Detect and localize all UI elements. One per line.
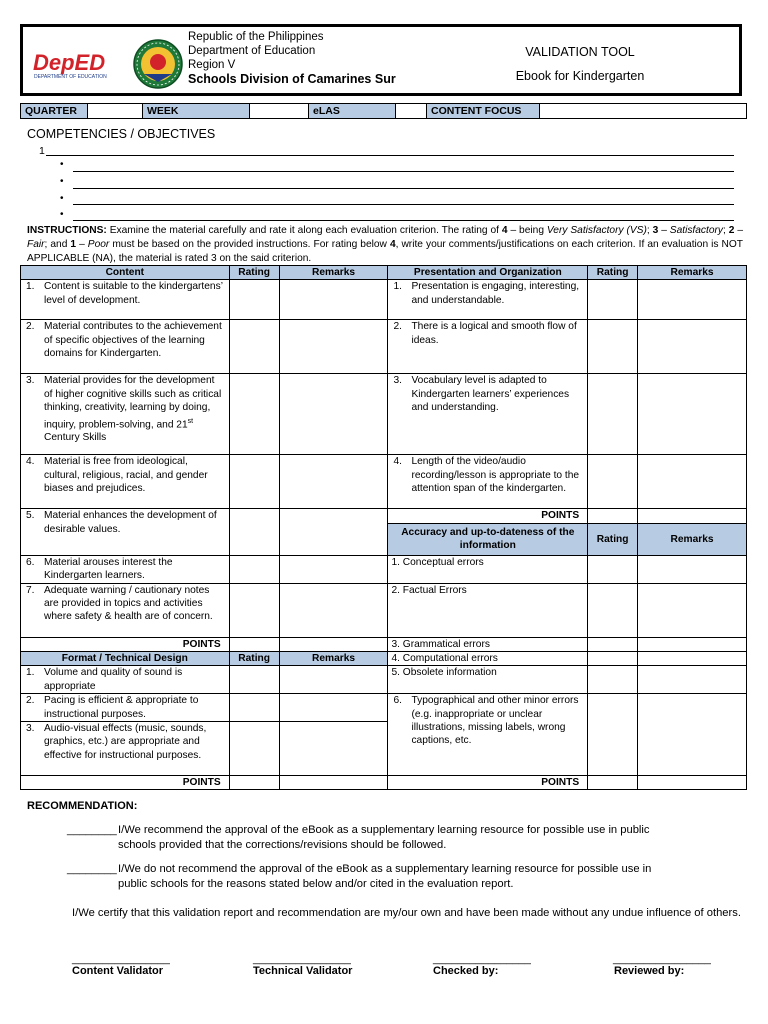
signature-line[interactable]: ________________ (72, 953, 170, 965)
item-number: 7. (26, 584, 35, 596)
competency-line[interactable] (46, 155, 734, 156)
remarks-cell[interactable] (638, 637, 747, 651)
remarks-cell[interactable] (279, 374, 388, 455)
accuracy-item: 5. Obsolete information (388, 666, 588, 694)
remarks-header: Remarks (638, 523, 747, 555)
rating-cell[interactable] (229, 666, 279, 694)
item-number: 3. (393, 375, 402, 387)
item-text: Material arouses interest the Kindergarten learners. (44, 556, 173, 582)
content-item (21, 455, 230, 509)
points-cell[interactable] (588, 509, 638, 523)
evaluation-table (20, 265, 747, 790)
content-points-label: POINTS (21, 637, 230, 651)
rating-cell[interactable] (229, 583, 279, 637)
reviewed-by-label: Reviewed by: (614, 965, 685, 977)
item-text: Pacing is efficient & appropriate to instructional purposes. (44, 695, 199, 720)
bullet: • (60, 193, 64, 204)
item-text: Presentation is engaging, interesting, and understandable. (411, 281, 580, 306)
format-item (21, 694, 230, 722)
rating-term: Very Satisfactory (VS) (546, 225, 647, 236)
item-number: 2. (393, 321, 402, 333)
rating-cell[interactable] (588, 583, 638, 637)
header-republic: Republic of the Philippines (188, 31, 324, 43)
accuracy-item: 3. Grammatical errors (388, 637, 588, 651)
competency-line[interactable] (73, 204, 734, 205)
remarks-cell[interactable] (638, 555, 747, 583)
format-points-label: POINTS (21, 776, 230, 790)
item-text: Vocabulary level is adapted to Kindergarten learners’ experiences and understanding. (411, 375, 570, 414)
rating-header: Rating (229, 652, 279, 666)
content-item (21, 583, 230, 637)
remarks-cell[interactable] (638, 694, 747, 776)
header-region: Region V (188, 59, 236, 71)
remarks-header: Remarks (279, 266, 388, 280)
signature-line[interactable]: ________________ (433, 953, 531, 965)
quarter-field[interactable] (88, 104, 143, 119)
content-header: Content (21, 266, 230, 280)
remarks-cell[interactable] (279, 583, 388, 637)
remarks-cell[interactable] (279, 694, 388, 722)
points-remarks-cell[interactable] (638, 509, 747, 523)
rating-header: Rating (588, 266, 638, 280)
item-number: 4. (26, 456, 35, 468)
item-text: Material is free from ideological, cultural, religious, racial, and gender biases and prejudices. (44, 456, 208, 495)
content-item (21, 280, 230, 320)
rating-term: Poor (87, 239, 110, 250)
rating-value: 1 (70, 239, 77, 250)
logo-subtext: DEPARTMENT OF EDUCATION (34, 74, 107, 80)
remarks-cell[interactable] (279, 455, 388, 509)
item-text: Material contributes to the achievement of specific objectives of the learning domains for Kindergarten. (44, 321, 222, 360)
accuracy-header: Accuracy and up-to-dateness of the information (388, 523, 588, 555)
item-text: Volume and quality of sound is appropriate (44, 667, 183, 692)
presentation-points-label: POINTS (388, 509, 588, 523)
remarks-cell[interactable] (638, 652, 747, 666)
content-validator-label: Content Validator (72, 965, 164, 977)
item-text-main: Material provides for the development of higher cognitive skills such as critical thinking, creativity, learning by doing, inquiry, problem-solving, and 21 (44, 375, 222, 431)
item-number: 1. (393, 281, 402, 293)
rating-term: Fair (27, 239, 45, 250)
accuracy-item: 2. Factual Errors (388, 583, 588, 637)
rating-cell[interactable] (588, 455, 638, 509)
item-number: 1. (26, 667, 35, 679)
approve-text-1: I/We recommend the approval of the eBook as a supplementary learning resource for possible use in public (118, 824, 650, 836)
item-text (44, 374, 226, 444)
content-item (21, 374, 230, 455)
item-text: Content is suitable to the kindergartens’ level of development. (44, 281, 223, 306)
instructions-text: – being (507, 225, 547, 236)
content-focus-field[interactable] (540, 104, 747, 119)
reject-text-2: public schools for the reasons stated below and/or cited in the evaluation report. (118, 878, 514, 890)
item-number: 2. (26, 695, 35, 707)
rating-cell[interactable] (229, 694, 279, 722)
presentation-header: Presentation and Organization (388, 266, 588, 280)
rating-cell[interactable] (588, 280, 638, 320)
technical-validator-label: Technical Validator (253, 965, 353, 977)
points-cell[interactable] (229, 637, 279, 651)
competency-number: 1 (39, 145, 45, 157)
item-number: 2. (26, 321, 35, 333)
header-department: Department of Education (188, 45, 316, 57)
bullet: • (60, 209, 64, 220)
format-item (21, 722, 230, 776)
header-division: Schools Division of Camarines Sur (188, 72, 396, 86)
approve-text-2: schools provided that the corrections/revisions should be followed. (118, 839, 447, 851)
rating-cell[interactable] (229, 455, 279, 509)
rating-cell[interactable] (588, 694, 638, 776)
bullet: • (60, 176, 64, 187)
presentation-item (388, 455, 588, 509)
rating-cell[interactable] (229, 555, 279, 583)
item-text: Adequate warning / cautionary notes are provided in topics and activities where safety & health are of concern. (44, 584, 213, 623)
competencies-title: COMPETENCIES / OBJECTIVES (27, 127, 216, 141)
competency-line[interactable] (73, 188, 734, 189)
remarks-cell[interactable] (638, 320, 747, 374)
remarks-header: Remarks (638, 266, 747, 280)
item-text-superscript: st (187, 417, 194, 425)
week-label: WEEK (143, 104, 250, 119)
content-item (21, 509, 230, 555)
remarks-cell[interactable] (638, 280, 747, 320)
accuracy-points-label: POINTS (388, 776, 588, 790)
reject-blank[interactable]: ________ (67, 863, 117, 875)
certification-text: I/We certify that this validation report and recommendation are my/our own and have been made without any undue influence of others. (72, 907, 741, 919)
item-number: 3. (26, 375, 35, 387)
presentation-item (388, 374, 588, 455)
remarks-cell[interactable] (279, 320, 388, 374)
elas-field[interactable] (396, 104, 427, 119)
checked-by-label: Checked by: (433, 965, 499, 977)
signature-line[interactable]: ________________ (253, 953, 351, 965)
presentation-item (388, 280, 588, 320)
remarks-cell[interactable] (638, 374, 747, 455)
competency-line[interactable] (73, 220, 734, 221)
rating-cell[interactable] (588, 320, 638, 374)
rating-cell[interactable] (588, 374, 638, 455)
remarks-cell[interactable] (279, 666, 388, 694)
content-focus-label: CONTENT FOCUS (427, 104, 540, 119)
item-text: Audio-visual effects (music, sounds, graphics, etc.) are appropriate and effective for instructional purposes. (44, 723, 207, 761)
document-subtitle: Ebook for Kindergarten (515, 69, 645, 83)
rating-value: 4 (501, 225, 508, 236)
deped-logo (32, 50, 127, 80)
points-cell[interactable] (229, 776, 279, 790)
rating-cell[interactable] (229, 722, 279, 776)
rating-term: Satisfactory (669, 225, 724, 236)
item-number: 3. (26, 723, 35, 735)
rating-cell[interactable] (588, 652, 638, 666)
rating-header: Rating (588, 523, 638, 555)
rating-cell[interactable] (229, 280, 279, 320)
item-text-tail: Century Skills (44, 432, 107, 444)
content-item (21, 320, 230, 374)
reject-text-1: I/We do not recommend the approval of the eBook as a supplementary learning resource for possible use in (118, 863, 652, 875)
rating-cell[interactable] (229, 374, 279, 455)
instructions-text: – (76, 239, 88, 250)
competency-line[interactable] (73, 171, 734, 172)
item-number: 6. (393, 695, 402, 707)
points-remarks-cell[interactable] (279, 637, 388, 651)
item-text: Typographical and other minor errors (e.g. inappropriate or unclear illustrations, missing labels, wrong captions, etc. (411, 695, 579, 747)
remarks-cell[interactable] (638, 666, 747, 694)
rating-cell[interactable] (588, 555, 638, 583)
recommendation-title: RECOMMENDATION: (27, 800, 138, 812)
approve-blank[interactable]: ________ (67, 824, 117, 836)
accuracy-item: 1. Conceptual errors (388, 555, 588, 583)
signature-line[interactable]: ________________ (613, 953, 711, 965)
instructions-text: – (658, 225, 670, 236)
content-item (21, 555, 230, 583)
bullet: • (60, 159, 64, 170)
points-remarks-cell[interactable] (638, 776, 747, 790)
item-number: 5. (26, 510, 35, 522)
presentation-item (388, 320, 588, 374)
item-text: Length of the video/audio recording/lesson is appropriate to the attention span of the kindergarten. (411, 456, 580, 495)
instructions-label: INSTRUCTIONS: (27, 225, 107, 236)
points-remarks-cell[interactable] (279, 776, 388, 790)
format-header: Format / Technical Design (21, 652, 230, 666)
item-number: 1. (26, 281, 35, 293)
remarks-header: Remarks (279, 652, 388, 666)
rating-cell[interactable] (229, 320, 279, 374)
instructions-text: ; (646, 225, 653, 236)
accuracy-item (388, 694, 588, 776)
rating-value: 3 (652, 225, 659, 236)
instructions-text: must be based on the provided instructions. For rating below (109, 239, 390, 250)
division-seal-icon (130, 38, 186, 90)
instructions-text: – (734, 225, 744, 236)
quarter-label: QUARTER (21, 104, 88, 119)
elas-label: eLAS (309, 104, 396, 119)
rating-value: 2 (728, 225, 735, 236)
points-cell[interactable] (588, 776, 638, 790)
item-number: 4. (393, 456, 402, 468)
document-title: VALIDATION TOOL (525, 45, 635, 59)
rating-cell[interactable] (229, 509, 279, 555)
instructions-text: Examine the material carefully and rate it along each evaluation criterion. The rating of (106, 225, 502, 236)
accuracy-item: 4. Computational errors (388, 652, 588, 666)
remarks-cell[interactable] (279, 280, 388, 320)
item-number: 6. (26, 556, 35, 568)
logo-text: DepED (33, 50, 106, 75)
rating-header: Rating (229, 266, 279, 280)
remarks-cell[interactable] (279, 722, 388, 776)
item-text: Material enhances the development of desirable values. (44, 510, 217, 535)
remarks-cell[interactable] (638, 455, 747, 509)
rating-value: 4 (389, 239, 396, 250)
week-field[interactable] (250, 104, 309, 119)
format-item (21, 666, 230, 694)
rating-cell[interactable] (588, 666, 638, 694)
remarks-cell[interactable] (638, 583, 747, 637)
rating-cell[interactable] (588, 637, 638, 651)
remarks-cell[interactable] (279, 555, 388, 583)
instructions-text: , write your comments/justifications on each criterion. If an evaluation is NOT APPLICABLE (NA), the material is rated 3 on the said criterion. (27, 239, 744, 264)
quarter-table (20, 103, 747, 119)
instructions-text: ; and (44, 239, 71, 250)
item-text: There is a logical and smooth flow of ideas. (411, 321, 577, 346)
instructions (27, 224, 743, 266)
remarks-cell[interactable] (279, 509, 388, 555)
instructions-text: ; (723, 225, 729, 236)
